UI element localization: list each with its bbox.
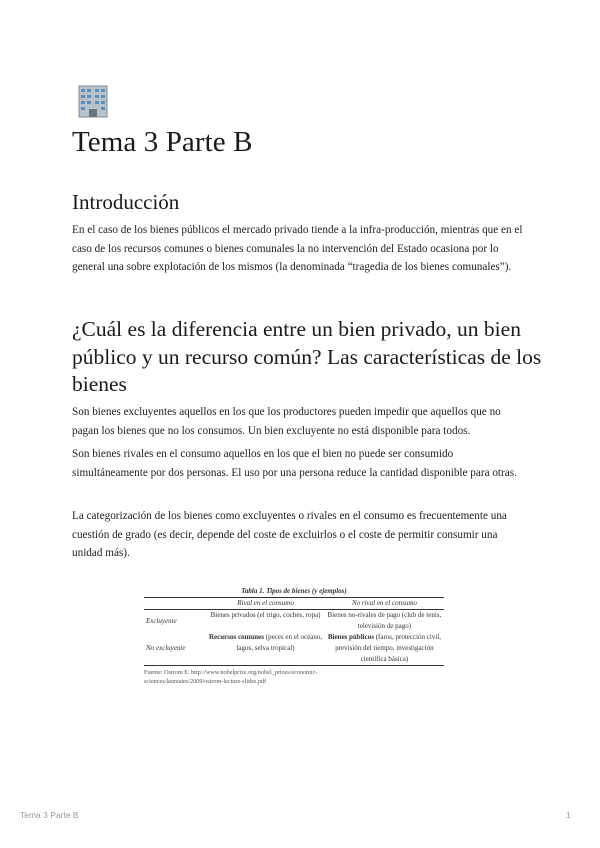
row-label-excluyente: Excluyente [146,616,177,625]
table-header-rival: Rival en el consumo [206,598,325,610]
paragraph-rivales: Son bienes rivales en el consumo aquellos en los que el bien no puede ser consumido simultáneamente por dos personas. El uso por una persona reduce la cantidad disponible para otras. [72,448,517,479]
common-resources-examples: (peces en el océano, lagos, selva tropical) [236,633,323,652]
building-icon [75,83,111,119]
public-goods-label: Bienes públicos [327,633,374,641]
paragraph-excluyentes: Son bienes excluyentes aquellos en los que los productores pueden impedir que aquellos que no pagan los bienes que no los consumos. Un bien excluyente no está disponible para todos. [72,406,501,437]
row-label-no-excluyente: No excluyente [144,632,206,666]
table-row [144,610,444,633]
footer-title: Tema 3 Parte B [20,810,79,820]
goods-table [144,597,444,666]
table-header-no-rival: No rival en el consumo [325,598,444,610]
common-resources-label: Recursos comunes [208,633,265,641]
table-row [144,632,444,666]
intro-heading: Introducción [72,190,180,214]
public-goods-examples: (faros, protección civil, previsión del tiempo, investigación científica básica) [335,633,441,663]
cell-public-goods [325,632,444,666]
cell-common-resources [206,632,325,666]
cell-club-goods: Bienes no-rivales de pago (club de tenis, televisión de pago) [327,611,442,630]
goods-table-figure [144,586,444,686]
table-source: Fuente: Ostrom E. http://www.nobelprize.org/nobel_prizes/economic-sciences/laureates/2009/ostrom-lecture-slides.pdf [144,669,318,685]
intro-paragraph: En el caso de los bienes públicos el mercado privado tiende a la infra-producción, mientras que en el caso de los recursos comunes o bienes comunales la no intervención del Estado ocasiona por lo general una sobre explotación de los mismos (la denominada “tragedia de los bienes comunales”). [72,224,523,274]
page-title: Tema 3 Parte B [72,126,253,158]
cell-private-goods: Bienes privados (el trigo, coches, ropa) [210,611,321,619]
paragraph-categorizacion: La categorización de los bienes como excluyentes o rivales en el consumo es frecuentemente una cuestión de grado (es decir, depende del coste de excluirlos o el coste de permitir consumir una unidad más). [72,510,507,560]
page-number: 1 [566,810,571,820]
table-caption: Tabla 1. Tipos de bienes (y ejemplos) [241,587,347,595]
table-header-empty [144,598,206,610]
section-heading: ¿Cuál es la diferencia entre un bien privado, un bien público y un recurso común? Las características de los bienes [72,317,542,396]
